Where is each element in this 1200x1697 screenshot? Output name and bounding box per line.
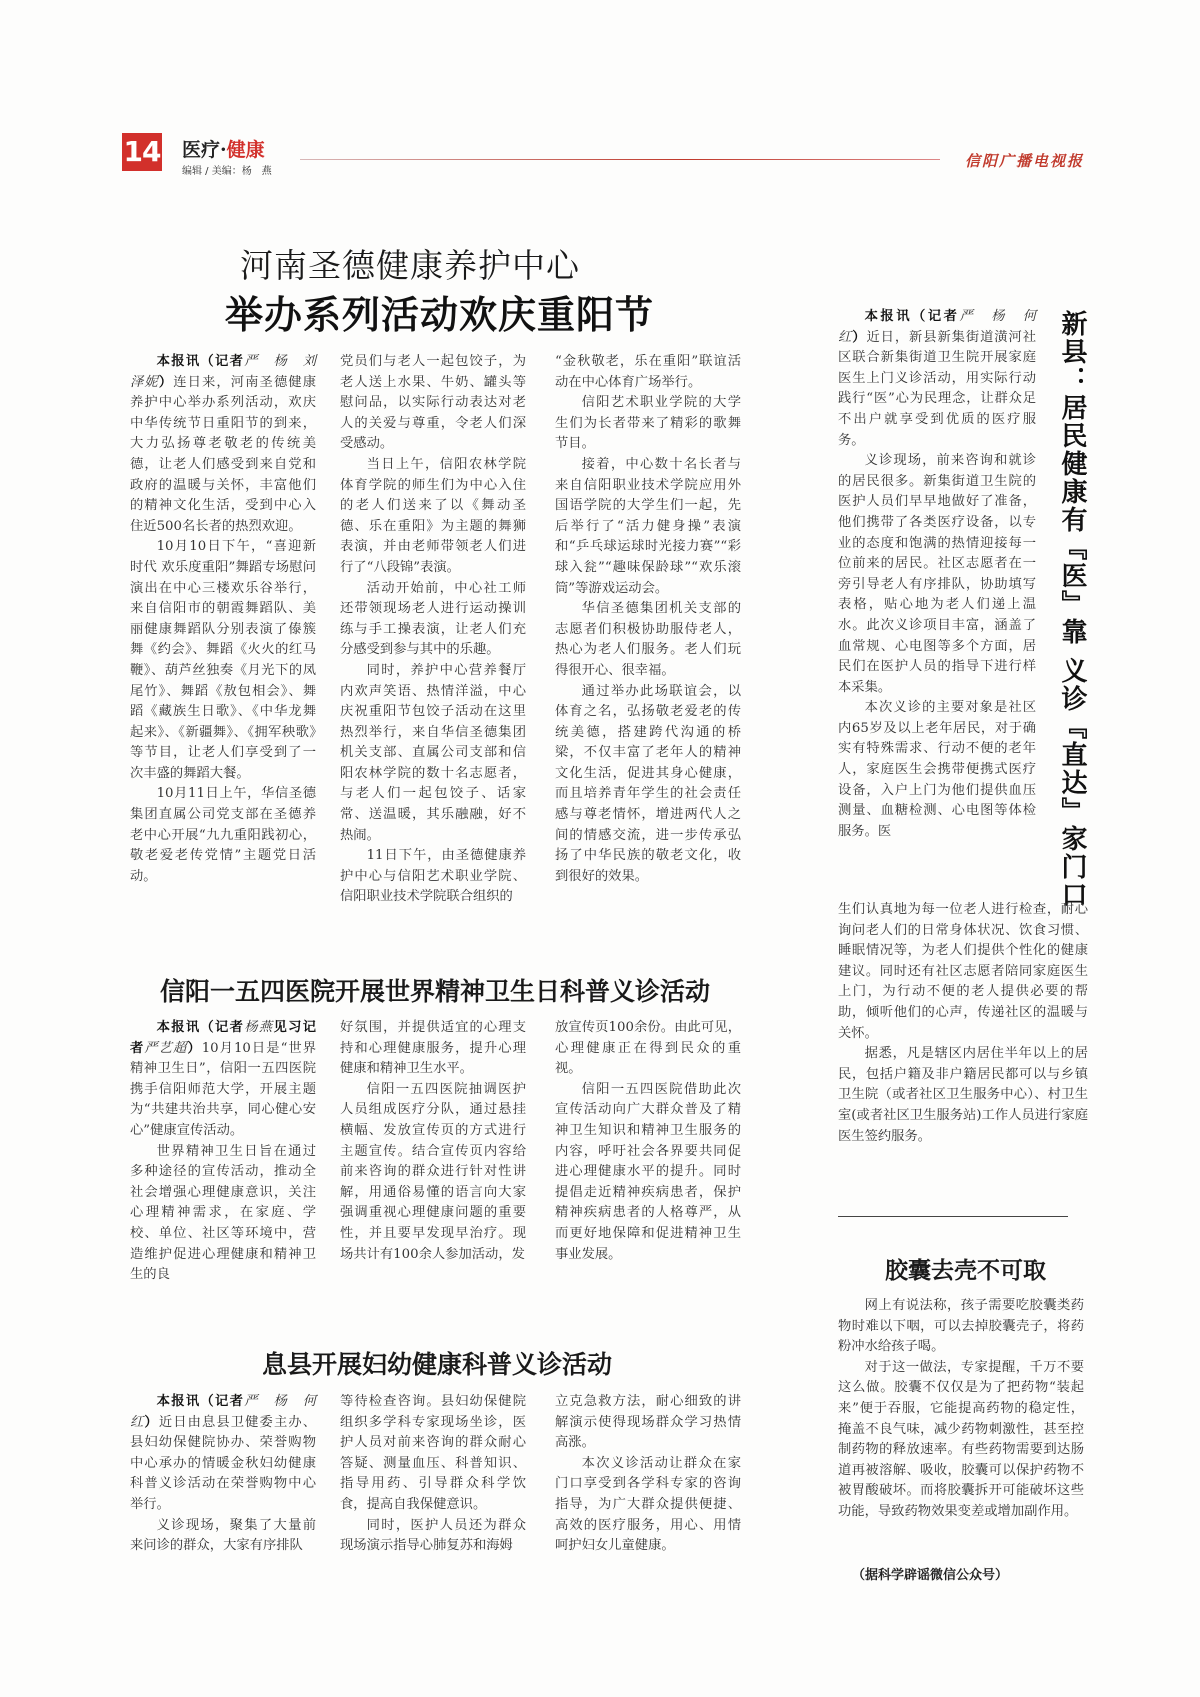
- article5-source: （据科学辟谣微信公众号）: [852, 1568, 1009, 1583]
- paragraph-text: 活动开始前，中心社工师还带领现场老人进行运动操训练与手工操表演，让老人们充分感受到参与其中的乐趣。: [340, 580, 526, 658]
- paragraph: [130, 784, 316, 887]
- article3-column-1: [130, 1392, 316, 1557]
- paragraph: [340, 579, 526, 661]
- paragraph: [340, 846, 526, 908]
- article2-column-3: [555, 1018, 741, 1265]
- paragraph-text: 好氛围，并提供适宜的心理支持和心理健康服务，提升心理健康和精神卫生水平。: [340, 1020, 526, 1077]
- article5-title: 胶囊去壳不可取: [885, 1258, 1046, 1284]
- article1-column-1: [130, 352, 316, 887]
- article3-column-2: [340, 1392, 526, 1557]
- paragraph: [130, 352, 316, 537]
- paragraph-text: 本次义诊的主要对象是社区内65岁及以上老年居民，对于确实有特殊需求、行动不便的老年人，家庭医生会携带便携式医疗设备，入户上门为他们提供血压测量、血糖检测、心电图等体检服务。医: [838, 700, 1036, 839]
- paragraph-text: 网上有说法称，孩子需要吃胶囊类药物时难以下咽，可以去掉胶囊壳子，将药粉冲水给孩子喝。: [838, 1298, 1084, 1355]
- article1-title-line2: 举办系列活动欢庆重阳节: [225, 292, 655, 337]
- paragraph-text: 据悉，凡是辖区内居住半年以上的居民，包括户籍及非户籍居民都可以与乡镇卫生院（或者社区卫生服务中心）、村卫生室(或者社区卫生服务站)工作人员进行家庭医生签约服务。: [838, 1046, 1088, 1144]
- paragraph-text: 本次义诊活动让群众在家门口享受到各学科专家的咨询指导，为广大群众提供便捷、高效的医疗服务，用心、用情呵护妇女儿童健康。: [555, 1455, 741, 1554]
- paragraph-text: 11日下午，由圣德健康养护中心与信阳艺术职业学院、信阳职业技术学院联合组织的: [340, 848, 526, 905]
- paragraph-text: 连日来，河南圣德健康养护中心举办系列活动，欢庆中华传统节日重阳节的到来，大力弘扬尊老敬老的传统美德，让老人们感受到来自党和政府的温暖与关怀，丰富他们的精神文化生活，受到中心入住近500名长者的热烈欢迎。: [130, 374, 317, 534]
- paragraph-text: 立克急救方法，耐心细致的讲解演示使得现场群众学习热情高涨。: [555, 1394, 741, 1451]
- section-title: [182, 135, 265, 162]
- paragraph-text: 义诊现场，聚集了大量前来问诊的群众，大家有序排队: [130, 1517, 316, 1554]
- paragraph-text: 生们认真地为每一位老人进行检查，耐心询问老人们的日常身体状况、饮食习惯、睡眠情况等，为老人们提供个性化的健康建议。同时还有社区志愿者陪同家庭医生上门，为行动不便的老人提供必要的帮助，倾听他们的心声，传递社区的温暖与关怀。: [838, 902, 1088, 1041]
- newspaper-name: 信阳广播电视报: [965, 152, 1085, 170]
- paragraph-text: 接着，中心数十名长者与来自信阳职业技术学院应用外国语学院的大学生们一起，先后举行了“活力健身操”表演和“乒乓球运球时光接力赛”“彩球入瓮”“趣味保龄球”“欢乐滚筒”等游戏运动会。: [555, 456, 741, 596]
- paragraph: [340, 661, 526, 846]
- paragraph: [555, 1018, 741, 1080]
- paragraph: [130, 537, 316, 784]
- paragraph-text: 近日，新县新集街道潢河社区联合新集街道卫生院开展家庭医生上门义诊活动，用实际行动践行“医”心为民理念，让群众足不出户就享受到优质的医疗服务。: [838, 329, 1037, 448]
- paragraph: [340, 455, 526, 579]
- article4-column-wide: [838, 900, 1088, 1147]
- paragraph: [838, 451, 1036, 698]
- article1-column-3: [555, 352, 741, 887]
- article4-vertical-title: 新县：居民健康有『医』靠 义诊『直达』家门口: [1057, 310, 1087, 910]
- paragraph-text: 义诊现场，前来咨询和就诊的居民很多。新集街道卫生院的医护人员们早早地做好了准备，他们携带了各类医疗设备，以专业的态度和饱满的热情迎接每一位前来的居民。社区志愿者在一旁引导老人有序排队，协助填写表格，贴心地为老人们递上温水。此次义诊项目丰富，涵盖了血常规、心电图等多个方面，居民们在医护人员的指导下进行样本采集。: [838, 453, 1036, 695]
- reporter-name: 严 杨 何红: [838, 309, 1037, 345]
- paragraph: [555, 599, 741, 681]
- reporter-name: 严艺超: [144, 1040, 188, 1056]
- paragraph-text: 党员们与老人一起包饺子，为老人送上水果、牛奶、罐头等慰问品，以实际行动表达对老人的关爱与尊重，令老人们深受感动。: [340, 354, 526, 452]
- article4-column-narrow: [838, 307, 1036, 842]
- paragraph-text: “金秋敬老，乐在重阳”联谊活动在中心体育广场举行。: [555, 354, 741, 390]
- section-divider: [838, 1216, 1068, 1217]
- paragraph-text: 10月10日下午，“喜迎新时代 欢乐度重阳”舞蹈专场慰问演出在中心三楼欢乐谷举行，来自信阳市的朝霞舞蹈队、美丽健康舞蹈队分别表演了傣簇舞《约会》、舞蹈《火火的红马鞭》、葫芦丝独奏《月光下的凤尾竹》、舞蹈《敖包相会》、舞蹈《藏族生日歌》、《中华龙舞起来》、《新疆舞》、《拥军秧歌》等节目，让老人们享受到了一次丰盛的舞蹈大餐。: [130, 539, 316, 781]
- dateline-lead: 本报讯（记者: [156, 354, 245, 369]
- article1-column-2: [340, 352, 526, 908]
- paragraph: [130, 1018, 316, 1142]
- article2-column-1: [130, 1018, 316, 1286]
- paragraph-text: 华信圣德集团机关支部的志愿者们积极协助服侍老人，热心为老人们服务。老人们玩得很开心、很幸福。: [555, 601, 741, 678]
- paragraph-text: 信阳一五四医院借助此次宣传活动向广大群众普及了精神卫生知识和精神卫生服务的内容，呼吁社会各界要共同促进心理健康水平的提升。同时提倡走近精神疾病患者，保护精神疾病患者的人格尊严，从而更好地保障和促进精神卫生事业发展。: [555, 1081, 741, 1262]
- paragraph-text: 通过举办此场联谊会，以体育之名，弘扬敬老爱老的传统美德，搭建跨代沟通的桥梁，不仅丰富了老年人的精神文化生活，促进其身心健康，而且培养青年学生的社会责任感与尊老情怀，增进两代人之间的情感交流，进一步传承弘扬了中华民族的敬老文化，收到很好的效果。: [555, 683, 741, 884]
- paragraph: [340, 1018, 526, 1080]
- paragraph: [838, 307, 1036, 451]
- paragraph: [838, 1296, 1084, 1358]
- reporter-name: 严 杨 何红: [130, 1394, 317, 1430]
- dateline-lead: 本报讯（记者: [156, 1394, 245, 1409]
- paragraph-text: 10月10日是“世界精神卫生日”，信阳一五四医院携手信阳师范大学，开展主题为“共建共治共享，同心健心安心”健康宣传活动。: [130, 1040, 317, 1138]
- paragraph: [555, 682, 741, 888]
- paragraph-text: 同时，养护中心营养餐厅内欢声笑语、热情洋溢，中心庆祝重阳节包饺子活动在这里热烈举行，来自华信圣德集团机关支部、直属公司支部和信阳农林学院的数十名志愿者，与老人们一起包饺子、话家常、送温暖，其乐融融，好不热闹。: [340, 662, 526, 843]
- paragraph-text: 信阳一五四医院抽调医护人员组成医疗分队，通过悬挂横幅、发放宣传页的方式进行主题宣传。结合宣传页内容给前来咨询的群众进行针对性讲解，用通俗易懂的语言向大家强调重视心理健康问题的重要性，并且要早发现早治疗。现场共计有100余人参加活动，发: [340, 1081, 526, 1262]
- page-number: 14: [122, 133, 162, 171]
- paragraph: [555, 352, 741, 393]
- paragraph: [340, 1392, 526, 1516]
- paragraph-text: 当日上午，信阳农林学院体育学院的师生们为中心入住的老人们送来了以《舞动圣德、乐在重阳》为主题的舞狮表演，并由老师带领老人们进行了“八段锦”表演。: [340, 456, 526, 575]
- paragraph-text: 放宣传页100余份。由此可见，心理健康正在得到民众的重视。: [555, 1020, 741, 1077]
- paragraph: [130, 1142, 316, 1286]
- article5-body: [838, 1296, 1084, 1523]
- paragraph-text: 近日由息县卫健委主办、县妇幼保健院协办、荣誉购物中心承办的情暖金秋妇幼健康科普义诊活动在荣誉购物中心举行。: [130, 1414, 317, 1512]
- paragraph-text: 等待检查咨询。县妇幼保健院组织多学科专家现场坐诊，医护人员对前来咨询的群众耐心答疑、测量血压、科普知识、指导用药、引导群众科学饮食，提高自我保健意识。: [340, 1394, 526, 1512]
- paragraph: [555, 455, 741, 599]
- paragraph-text: 10月11日上午，华信圣德集团直属公司党支部在圣德养老中心开展“九九重阳践初心，敬老爱老传党情”主题党日活动。: [130, 786, 316, 884]
- paragraph-text: 世界精神卫生日旨在通过多种途径的宣传活动，推动全社会增强心理健康意识，关注心理精神需求，在家庭、学校、单位、社区等环境中，营造维护促进心理健康和精神卫生的良: [130, 1143, 316, 1283]
- dateline-end: ）: [852, 329, 867, 345]
- paragraph: [340, 352, 526, 455]
- paragraph: [555, 1392, 741, 1454]
- dateline-end: ）: [187, 1040, 202, 1056]
- dateline-role: 见习记者: [130, 1020, 317, 1056]
- paragraph: [130, 1392, 316, 1516]
- article1-title-line1: 河南圣德健康养护中心: [240, 246, 580, 285]
- paragraph-text: 对于这一做法，专家提醒，千万不要这么做。胶囊不仅仅是为了把药物“装起来”便于吞服，它能提高药物的稳定性，掩盖不良气味，减少药物刺激性，甚至控制药物的释放速率。有些药物需要到达肠道再被溶解、吸收，胶囊可以保护药物不被胃酸破坏。而将胶囊拆开可能破坏这些功能，导致药物效果变差或增加副作用。: [838, 1359, 1084, 1519]
- header-rule: [300, 159, 940, 160]
- paragraph: [555, 393, 741, 455]
- paragraph: [838, 1358, 1084, 1523]
- paragraph: [340, 1516, 526, 1557]
- article3-column-3: [555, 1392, 741, 1557]
- section-prefix: 医疗·: [182, 139, 227, 161]
- paragraph: [555, 1080, 741, 1265]
- dateline-lead: 本报讯（记者: [864, 309, 960, 324]
- paragraph: [555, 1454, 741, 1557]
- article2-column-2: [340, 1018, 526, 1265]
- editor-credit: 编辑 / 美编：杨 燕: [182, 166, 272, 177]
- paragraph: [130, 1516, 316, 1557]
- paragraph: [340, 1080, 526, 1265]
- reporter-name: 杨燕: [244, 1020, 274, 1035]
- section-highlight: 健康: [226, 139, 265, 161]
- paragraph-text: 同时，医护人员还为群众现场演示指导心肺复苏和海姆: [340, 1517, 526, 1554]
- article2-title: 信阳一五四医院开展世界精神卫生日科普义诊活动: [160, 977, 711, 1006]
- dateline-lead: 本报讯（记者: [156, 1020, 245, 1035]
- reporter-name: 严 杨 刘泽妮: [130, 354, 317, 390]
- article3-title: 息县开展妇幼健康科普义诊活动: [262, 1350, 613, 1379]
- dateline-end: ）: [158, 374, 174, 390]
- paragraph: [838, 698, 1036, 842]
- dateline-end: ）: [144, 1414, 159, 1430]
- paragraph-text: 信阳艺术职业学院的大学生们为长者带来了精彩的歌舞节目。: [555, 395, 741, 452]
- paragraph: [838, 1044, 1088, 1147]
- paragraph: [838, 900, 1088, 1044]
